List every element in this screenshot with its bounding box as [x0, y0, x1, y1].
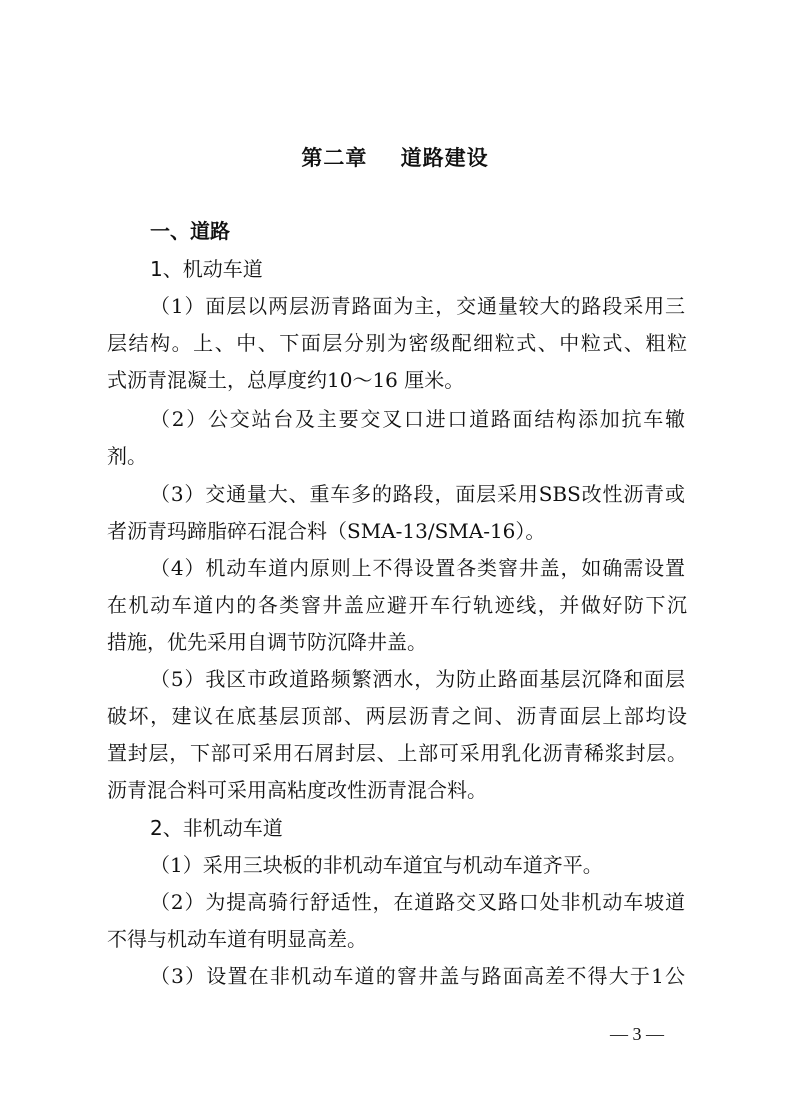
paragraph-4-line-2: 在机动车道内的各类窨井盖应避开车行轨迹线，并做好防下沉 — [107, 593, 687, 617]
non-motor-item-1: （1）采用三块板的非机动车道宜与机动车道齐平。 — [150, 853, 603, 877]
subsection-heading-motor-lanes: 1、机动车道 — [150, 257, 263, 281]
paragraph-4-line-1: （4）机动车道内原则上不得设置各类窨井盖，如确需设置 — [150, 556, 685, 580]
paragraph-1-line-1: （1）面层以两层沥青路面为主，交通量较大的路段采用三 — [150, 294, 685, 318]
non-motor-item-2-line-2: 不得与机动车道有明显高差。 — [107, 927, 367, 951]
subsection-heading-non-motor-lanes: 2、非机动车道 — [150, 816, 283, 840]
section-heading-roads: 一、道路 — [150, 219, 230, 243]
paragraph-4-line-3: 措施，优先采用自调节防沉降井盖。 — [107, 630, 427, 654]
non-motor-item-2-line-1: （2）为提高骑行舒适性，在道路交叉路口处非机动车坡道 — [150, 890, 685, 914]
paragraph-5-line-3: 置封层，下部可采用石屑封层、上部可采用乳化沥青稀浆封层。 — [107, 741, 687, 765]
chapter-title: 第二章 道路建设 — [301, 145, 489, 170]
paragraph-5-line-2: 破坏，建议在底基层顶部、两层沥青之间、沥青面层上部均设 — [107, 704, 687, 728]
paragraph-5-line-1: （5）我区市政道路频繁洒水，为防止路面基层沉降和面层 — [150, 667, 685, 691]
paragraph-2-line-2: 剂。 — [107, 444, 147, 468]
paragraph-2-line-1: （2）公交站台及主要交叉口进口道路面结构添加抗车辙 — [150, 407, 685, 431]
paragraph-1-line-3: 式沥青混凝土，总厚度约10～16 厘米。 — [107, 368, 465, 392]
paragraph-3-line-2: 者沥青玛蹄脂碎石混合料（SMA-13/SMA-16）。 — [107, 519, 546, 543]
non-motor-item-3-line-1: （3）设置在非机动车道的窨井盖与路面高差不得大于1公 — [150, 964, 685, 988]
paragraph-3-line-1: （3）交通量大、重车多的路段，面层采用SBS改性沥青或 — [150, 482, 685, 506]
paragraph-5-line-4: 沥青混合料可采用高粘度改性沥青混合料。 — [107, 778, 487, 802]
paragraph-1-line-2: 层结构。上、中、下面层分别为密级配细粒式、中粒式、粗粒 — [107, 331, 687, 355]
page-number: — 3 — — [610, 1024, 664, 1044]
